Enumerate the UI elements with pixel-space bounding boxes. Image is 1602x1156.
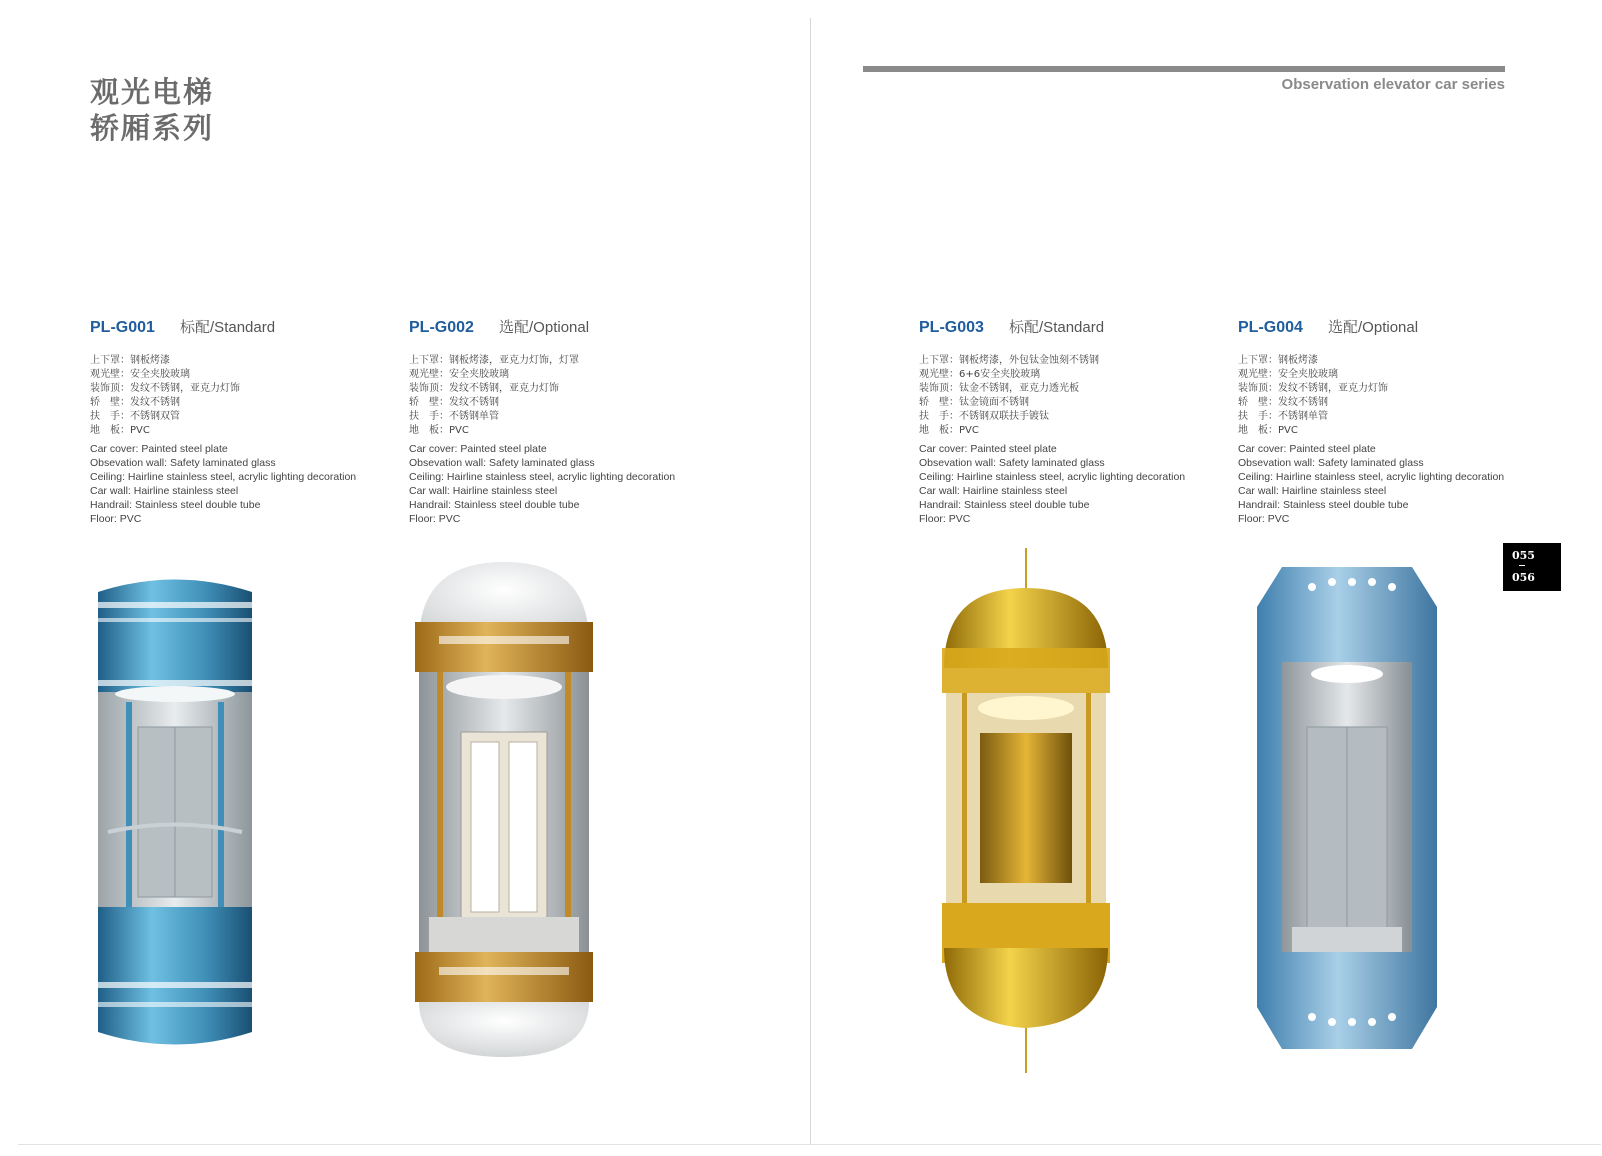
spec-list-en xyxy=(90,442,390,526)
product-pl-g004 xyxy=(1238,316,1538,526)
spec-item: Floor: PVC xyxy=(409,513,461,525)
spec-item: 扶 手：不锈钢双管 xyxy=(90,411,180,422)
spec-item: Car wall: Hairline stainless steel xyxy=(409,485,558,497)
series-title-cn-line1: 观光电梯 xyxy=(90,75,215,109)
spec-list-cn xyxy=(919,354,1219,438)
elevator-image-pl-g003 xyxy=(938,548,1118,1073)
spec-list-en xyxy=(1238,442,1538,526)
product-code: PL-G003 xyxy=(919,319,984,336)
spec-item: Obsevation wall: Safety laminated glass xyxy=(1238,457,1424,469)
spec-item: Handrail: Stainless steel double tube xyxy=(90,499,261,511)
spec-item: 轿 壁：发纹不锈钢 xyxy=(409,397,499,408)
spec-item: 地 板：PVC xyxy=(919,425,979,436)
elevator-image-pl-g004 xyxy=(1252,562,1442,1054)
spec-item: Car cover: Painted steel plate xyxy=(1238,443,1376,455)
product-code: PL-G001 xyxy=(90,319,155,336)
series-title-cn-line2: 轿厢系列 xyxy=(90,111,215,145)
spec-item: 装饰顶：发纹不锈钢，亚克力灯饰 xyxy=(1238,383,1388,394)
series-title-en: Observation elevator car series xyxy=(1281,76,1505,93)
spec-item: Handrail: Stainless steel double tube xyxy=(1238,499,1409,511)
series-title-cn xyxy=(90,74,214,146)
spec-item: 上下罩：钢板烤漆，亚克力灯饰，灯罩 xyxy=(409,355,579,366)
spec-item: 地 板：PVC xyxy=(1238,425,1298,436)
product-pl-g001 xyxy=(90,316,390,526)
spec-item: 扶 手：不锈钢单管 xyxy=(409,411,499,422)
spec-item: 观光壁：6+6安全夹胶玻璃 xyxy=(919,369,1041,380)
spec-item: 地 板：PVC xyxy=(90,425,150,436)
spec-item: 装饰顶：发纹不锈钢，亚克力灯饰 xyxy=(90,383,240,394)
product-pl-g003 xyxy=(919,316,1219,526)
spec-list-cn xyxy=(409,354,709,438)
spec-item: Handrail: Stainless steel double tube xyxy=(409,499,580,511)
spec-item: 扶 手：不锈钢单管 xyxy=(1238,411,1328,422)
product-code: PL-G004 xyxy=(1238,319,1303,336)
spec-item: 上下罩：钢板烤漆，外包钛金蚀刻不锈钢 xyxy=(919,355,1099,366)
right-page xyxy=(810,18,1601,1145)
spec-item: 扶 手：不锈钢双联扶手镀钛 xyxy=(919,411,1049,422)
spec-item: Obsevation wall: Safety laminated glass xyxy=(409,457,595,469)
page-number-tab xyxy=(1503,543,1561,591)
spec-item: 观光壁：安全夹胶玻璃 xyxy=(409,369,509,380)
page-number-second: 056 xyxy=(1512,571,1535,584)
spec-item: Obsevation wall: Safety laminated glass xyxy=(919,457,1105,469)
spec-item: 轿 壁：发纹不锈钢 xyxy=(1238,397,1328,408)
spec-item: Car cover: Painted steel plate xyxy=(409,443,547,455)
spec-item: Ceiling: Hairline stainless steel, acrylic lighting decoration xyxy=(90,471,357,483)
spec-item: Floor: PVC xyxy=(90,513,142,525)
spec-item: 上下罩：钢板烤漆 xyxy=(1238,355,1318,366)
spec-item: Car cover: Painted steel plate xyxy=(90,443,228,455)
spec-item: Ceiling: Hairline stainless steel, acrylic lighting decoration xyxy=(1238,471,1505,483)
header-rule xyxy=(863,66,1505,72)
spec-item: Car wall: Hairline stainless steel xyxy=(1238,485,1387,497)
product-type: 标配/Standard xyxy=(1009,319,1105,336)
spec-item: Floor: PVC xyxy=(919,513,971,525)
elevator-image-pl-g002 xyxy=(409,562,599,1062)
spec-item: Ceiling: Hairline stainless steel, acrylic lighting decoration xyxy=(919,471,1186,483)
spec-item: 地 板：PVC xyxy=(409,425,469,436)
spec-item: 上下罩：钢板烤漆 xyxy=(90,355,170,366)
product-pl-g002 xyxy=(409,316,709,526)
product-type: 标配/Standard xyxy=(180,319,276,336)
spec-list-cn xyxy=(1238,354,1538,438)
spec-item: Handrail: Stainless steel double tube xyxy=(919,499,1090,511)
spec-item: 轿 壁：钛金镜面不锈钢 xyxy=(919,397,1029,408)
page-number-divider xyxy=(1519,565,1525,566)
spec-item: Car wall: Hairline stainless steel xyxy=(90,485,239,497)
page-number-first: 055 xyxy=(1512,549,1535,562)
spec-item: Obsevation wall: Safety laminated glass xyxy=(90,457,276,469)
spec-item: 观光壁：安全夹胶玻璃 xyxy=(90,369,190,380)
spec-item: Ceiling: Hairline stainless steel, acrylic lighting decoration xyxy=(409,471,676,483)
spec-item: 观光壁：安全夹胶玻璃 xyxy=(1238,369,1338,380)
spec-item: Floor: PVC xyxy=(1238,513,1290,525)
spec-item: 装饰顶：钛金不锈钢，亚克力透光板 xyxy=(919,383,1079,394)
product-code: PL-G002 xyxy=(409,319,474,336)
product-type: 选配/Optional xyxy=(1328,319,1419,336)
spec-item: 轿 壁：发纹不锈钢 xyxy=(90,397,180,408)
spec-item: 装饰顶：发纹不锈钢，亚克力灯饰 xyxy=(409,383,559,394)
spec-list-en xyxy=(409,442,709,526)
spec-list-cn xyxy=(90,354,390,438)
product-type: 选配/Optional xyxy=(499,319,590,336)
elevator-image-pl-g001 xyxy=(90,562,260,1062)
spec-item: Car cover: Painted steel plate xyxy=(919,443,1057,455)
spec-item: Car wall: Hairline stainless steel xyxy=(919,485,1068,497)
spec-list-en xyxy=(919,442,1219,526)
